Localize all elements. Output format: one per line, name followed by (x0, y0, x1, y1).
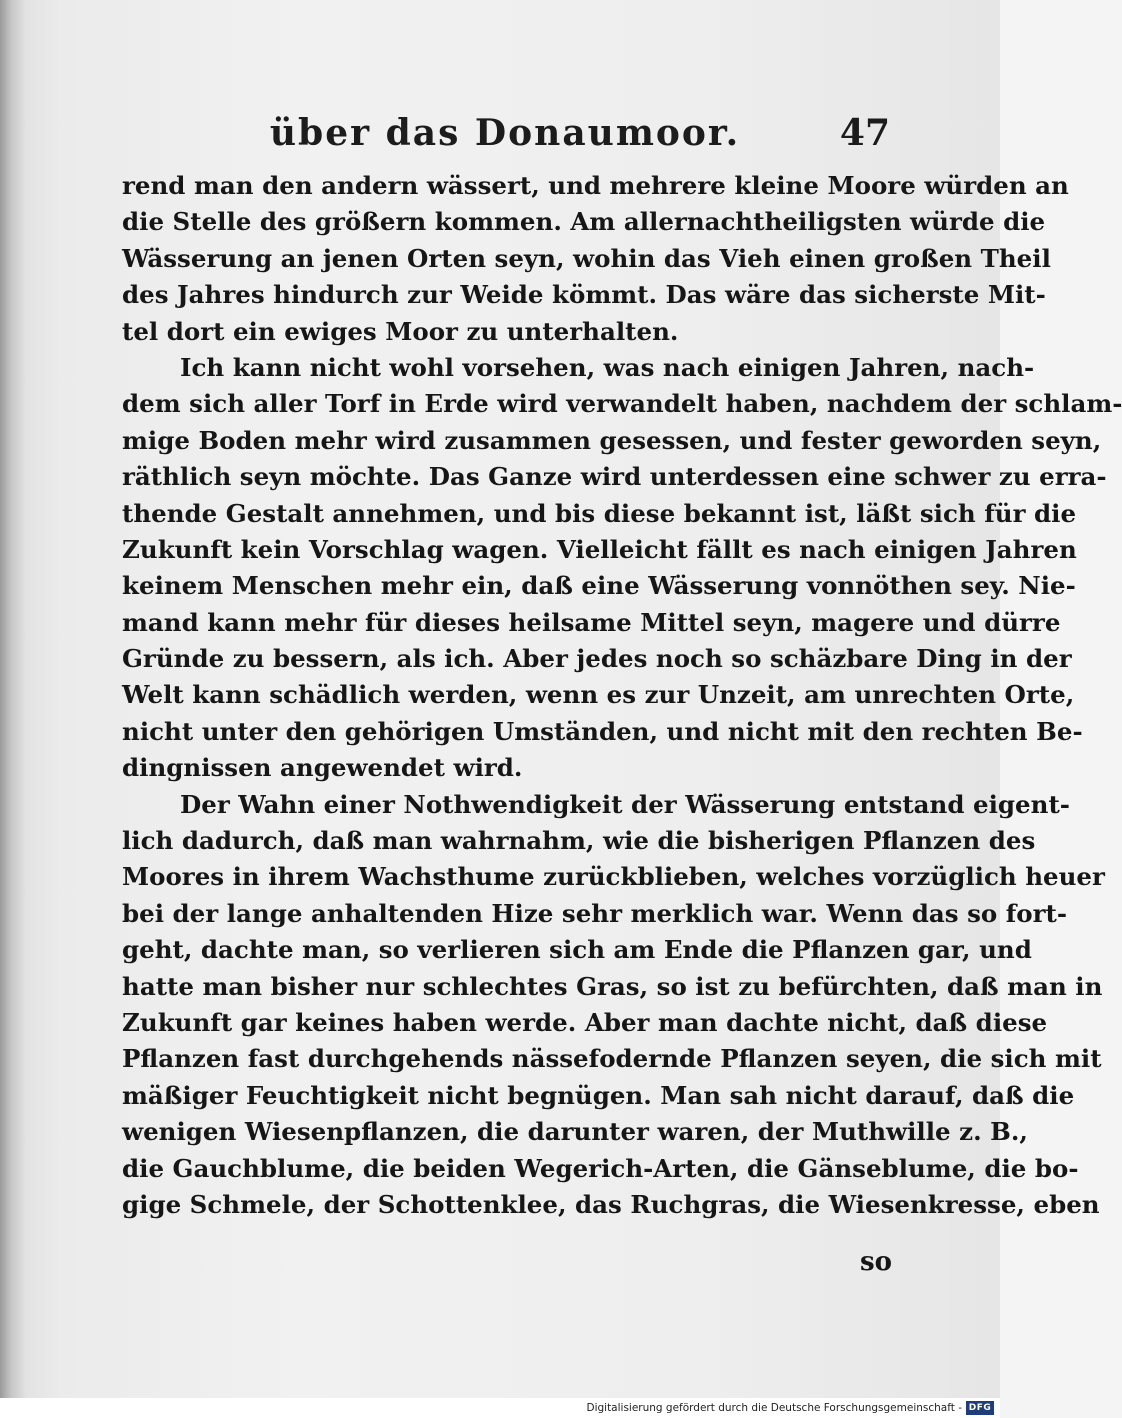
text-line: tel dort ein ewiges Moor zu unterhalten. (122, 316, 679, 346)
text-line: mige Boden mehr wird zusammen gesessen, und fester geworden seyn, (122, 425, 1102, 455)
text-line: thende Gestalt annehmen, und bis diese bekannt ist, läßt sich für die (122, 498, 1077, 528)
text-line: mäßiger Feuchtigkeit nicht begnügen. Man sah nicht darauf, daß die (122, 1080, 1075, 1110)
text-line: räthlich seyn möchte. Das Ganze wird unterdessen eine schwer zu erra- (122, 462, 1107, 492)
spine-shadow (0, 0, 26, 1398)
text-line: Moores in ihrem Wachsthume zurückblieben, welches vorzüglich heuer (122, 862, 1105, 892)
text-line: Zukunft gar keines haben werde. Aber man dachte nicht, daß diese (122, 1007, 1048, 1037)
text-line: dem sich aller Torf in Erde wird verwandelt haben, nachdem der schlam- (122, 389, 1122, 419)
text-line: des Jahres hindurch zur Weide kömmt. Das wäre das sicherste Mit- (122, 280, 1046, 310)
text-line: Zukunft kein Vorschlag wagen. Vielleicht fällt es nach einigen Jahren (122, 534, 1077, 564)
body-text (122, 168, 1122, 1223)
running-title: über das Donaumoor. (269, 112, 741, 154)
text-line: lich dadurch, daß man wahrnahm, wie die bisherigen Pflanzen des (122, 826, 1036, 856)
footer-bar (0, 1398, 1000, 1418)
text-line: Ich kann nicht wohl vorsehen, was nach einigen Jahren, nach- (180, 352, 1035, 382)
text-line: gige Schmele, der Schottenklee, das Ruchgras, die Wiesenkresse, eben (122, 1189, 1100, 1219)
text-line: die Stelle des größern kommen. Am allernachtheiligsten würde die (122, 207, 1046, 237)
text-line: keinem Menschen mehr ein, daß eine Wässerung vonnöthen sey. Nie- (122, 571, 1076, 601)
text-line: geht, dachte man, so verlieren sich am Ende die Pflanzen gar, und (122, 935, 1032, 965)
text-line: mand kann mehr für dieses heilsame Mittel seyn, magere und dürre (122, 607, 1061, 637)
running-head (120, 110, 890, 156)
catchword: so (860, 1247, 892, 1277)
dfg-logo: DFG (966, 1401, 994, 1415)
text-line: Der Wahn einer Nothwendigkeit der Wässerung entstand eigent- (180, 789, 1070, 819)
text-line: Wässerung an jenen Orten seyn, wohin das Vieh einen großen Theil (122, 243, 1051, 273)
text-line: wenigen Wiesenpflanzen, die darunter waren, der Muthwille z. B., (122, 1117, 1028, 1147)
page-number: 47 (839, 112, 890, 154)
text-line: Welt kann schädlich werden, wenn es zur Unzeit, am unrechten Orte, (122, 680, 1075, 710)
text-line: hatte man bisher nur schlechtes Gras, so ist zu befürchten, daß man in (122, 971, 1103, 1001)
text-line: die Gauchblume, die beiden Wegerich-Arten, die Gänseblume, die bo- (122, 1153, 1079, 1183)
text-line: Gründe zu bessern, als ich. Aber jedes noch so schäzbare Ding in der (122, 644, 1072, 674)
text-line: bei der lange anhaltenden Hize sehr merklich war. Wenn das so fort- (122, 898, 1068, 928)
text-line: rend man den andern wässert, und mehrere kleine Moore würden an (122, 171, 1069, 200)
funding-notice: Digitalisierung gefördert durch die Deutsche Forschungsgemeinschaft - (586, 1402, 962, 1414)
text-line: Pflanzen fast durchgehends nässefodernde Pflanzen seyen, die sich mit (122, 1044, 1102, 1074)
text-line: nicht unter den gehörigen Umständen, und nicht mit den rechten Be- (122, 716, 1083, 746)
text-line: dingnissen angewendet wird. (122, 753, 523, 783)
